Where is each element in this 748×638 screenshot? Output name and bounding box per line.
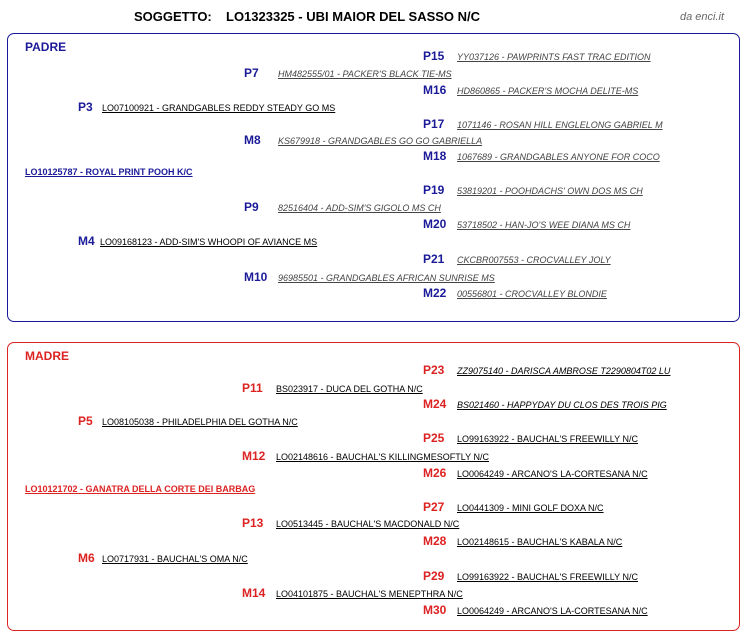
entry-code: M22 <box>423 286 447 300</box>
pedigree-entry-p23 <box>423 363 670 377</box>
pedigree-entry-p29 <box>423 569 638 583</box>
pedigree-entry-p17 <box>423 117 663 131</box>
entry-code: P27 <box>423 500 445 514</box>
entry-link[interactable]: 96985501 - GRANDGABLES AFRICAN SUNRISE MS <box>278 273 495 283</box>
entry-link[interactable]: LO07100921 - GRANDGABLES REDDY STEADY GO MS <box>102 103 336 113</box>
entry-code: M6 <box>78 551 95 565</box>
entry-link[interactable]: LO99163922 - BAUCHAL'S FREEWILLY N/C <box>457 434 638 444</box>
entry-code: P15 <box>423 49 445 63</box>
entry-link[interactable]: KS679918 - GRANDGABLES GO GO GABRIELLA <box>278 136 483 146</box>
pedigree-entry-m24 <box>423 397 667 411</box>
entry-code: M12 <box>242 449 266 463</box>
entry-code: M20 <box>423 217 447 231</box>
pedigree-entry-m26 <box>423 466 648 480</box>
pedigree-entry-p13 <box>242 516 459 530</box>
madre-parent-link[interactable]: LO10121702 - GANATRA DELLA CORTE DEI BARBAG <box>25 484 256 494</box>
entry-link[interactable]: BS023917 - DUCA DEL GOTHA N/C <box>276 384 423 394</box>
source-label: da enci.it <box>679 11 724 23</box>
entry-link[interactable]: 00556801 - CROCVALLEY BLONDIE <box>457 289 607 299</box>
pedigree-entry-m12 <box>242 449 489 463</box>
entry-link[interactable]: LO02148616 - BAUCHAL'S KILLINGMESOFTLY N/C <box>276 452 489 462</box>
entry-code: P5 <box>78 414 93 428</box>
entry-code: M14 <box>242 586 266 600</box>
entry-code: M4 <box>78 234 95 248</box>
entry-code: M16 <box>423 83 447 97</box>
entry-code: P19 <box>423 183 445 197</box>
entry-code: M24 <box>423 397 447 411</box>
pedigree-entry-p27 <box>423 500 604 514</box>
padre-title: PADRE <box>25 40 67 54</box>
entry-code: M28 <box>423 534 447 548</box>
entry-code: M10 <box>244 270 268 284</box>
pedigree-entry-p9 <box>244 200 441 214</box>
pedigree-entry-m10 <box>244 270 495 284</box>
entry-link[interactable]: 53718502 - HAN-JO'S WEE DIANA MS CH <box>457 220 631 230</box>
entry-link[interactable]: LO09168123 - ADD-SIM'S WHOOPI OF AVIANCE MS <box>100 237 318 247</box>
entry-code: P17 <box>423 117 445 131</box>
pedigree-entry-m8 <box>244 133 482 147</box>
pedigree-entry-p15 <box>423 49 651 63</box>
entry-link[interactable]: BS021460 - HAPPYDAY DU CLOS DES TROIS PIG <box>457 400 667 410</box>
entry-code: M18 <box>423 149 447 163</box>
entry-link[interactable]: 53819201 - POOHDACHS' OWN DOS MS CH <box>457 186 643 196</box>
pedigree-entry-m18 <box>423 149 660 163</box>
entry-link[interactable]: LO99163922 - BAUCHAL'S FREEWILLY N/C <box>457 572 638 582</box>
entry-link[interactable]: LO0441309 - MINI GOLF DOXA N/C <box>457 503 604 513</box>
entry-link[interactable]: ZZ9075140 - DARISCA AMBROSE T2290804T02 LU <box>457 366 671 376</box>
pedigree-entry-p7 <box>244 66 452 80</box>
pedigree-entry-p21 <box>423 252 611 266</box>
pedigree-entry-m14 <box>242 586 463 600</box>
entry-code: P11 <box>242 381 263 395</box>
subject-value: LO1323325 - UBI MAIOR DEL SASSO N/C <box>226 9 481 24</box>
entry-link[interactable]: 1071146 - ROSAN HILL ENGLELONG GABRIEL M <box>457 120 663 130</box>
entry-link[interactable]: LO0064249 - ARCANO'S LA-CORTESANA N/C <box>457 469 648 479</box>
entry-link[interactable]: LO0513445 - BAUCHAL'S MACDONALD N/C <box>276 519 460 529</box>
entry-code: P23 <box>423 363 445 377</box>
pedigree-entry-m6 <box>78 551 248 565</box>
entry-link[interactable]: YY037126 - PAWPRINTS FAST TRAC EDITION <box>457 52 651 62</box>
pedigree-entry-p11 <box>242 381 423 395</box>
entry-code: M30 <box>423 603 447 617</box>
pedigree-entry-m30 <box>423 603 648 617</box>
pedigree-entry-m16 <box>423 83 638 97</box>
entry-code: P25 <box>423 431 445 445</box>
entry-link[interactable]: CKCBR007553 - CROCVALLEY JOLY <box>457 255 611 265</box>
pedigree-entry-p5 <box>78 414 298 428</box>
entry-link[interactable]: 1067689 - GRANDGABLES ANYONE FOR COCO <box>457 152 660 162</box>
pedigree-entry-p19 <box>423 183 643 197</box>
pedigree-entry-m28 <box>423 534 622 548</box>
entry-code: P9 <box>244 200 259 214</box>
entry-link[interactable]: LO02148615 - BAUCHAL'S KABALA N/C <box>457 537 623 547</box>
subject-label: SOGGETTO: <box>134 9 212 24</box>
entry-link[interactable]: HM482555/01 - PACKER'S BLACK TIE-MS <box>278 69 452 79</box>
pedigree-entry-m20 <box>423 217 630 231</box>
pedigree-entry-p3 <box>78 100 335 114</box>
entry-link[interactable]: LO08105038 - PHILADELPHIA DEL GOTHA N/C <box>102 417 298 427</box>
entry-link[interactable]: 82516404 - ADD-SIM'S GIGOLO MS CH <box>278 203 441 213</box>
madre-title: MADRE <box>25 349 69 363</box>
entry-link[interactable]: LO0717931 - BAUCHAL'S OMA N/C <box>102 554 248 564</box>
entry-code: P21 <box>423 252 445 266</box>
entry-code: M26 <box>423 466 447 480</box>
madre-panel <box>7 342 740 631</box>
entry-link[interactable]: LO04101875 - BAUCHAL'S MENEPTHRA N/C <box>276 589 463 599</box>
entry-code: P7 <box>244 66 259 80</box>
entry-code: P13 <box>242 516 264 530</box>
padre-panel <box>7 33 740 322</box>
entry-code: M8 <box>244 133 261 147</box>
entry-link[interactable]: LO0064249 - ARCANO'S LA-CORTESANA N/C <box>457 606 648 616</box>
entry-code: P3 <box>78 100 93 114</box>
entry-link[interactable]: HD860865 - PACKER'S MOCHA DELITE-MS <box>457 86 639 96</box>
pedigree-entry-m22 <box>423 286 607 300</box>
entry-code: P29 <box>423 569 445 583</box>
padre-parent-link[interactable]: LO10125787 - ROYAL PRINT POOH K/C <box>25 167 193 177</box>
pedigree-entry-p25 <box>423 431 638 445</box>
pedigree-entry-m4 <box>78 234 317 248</box>
